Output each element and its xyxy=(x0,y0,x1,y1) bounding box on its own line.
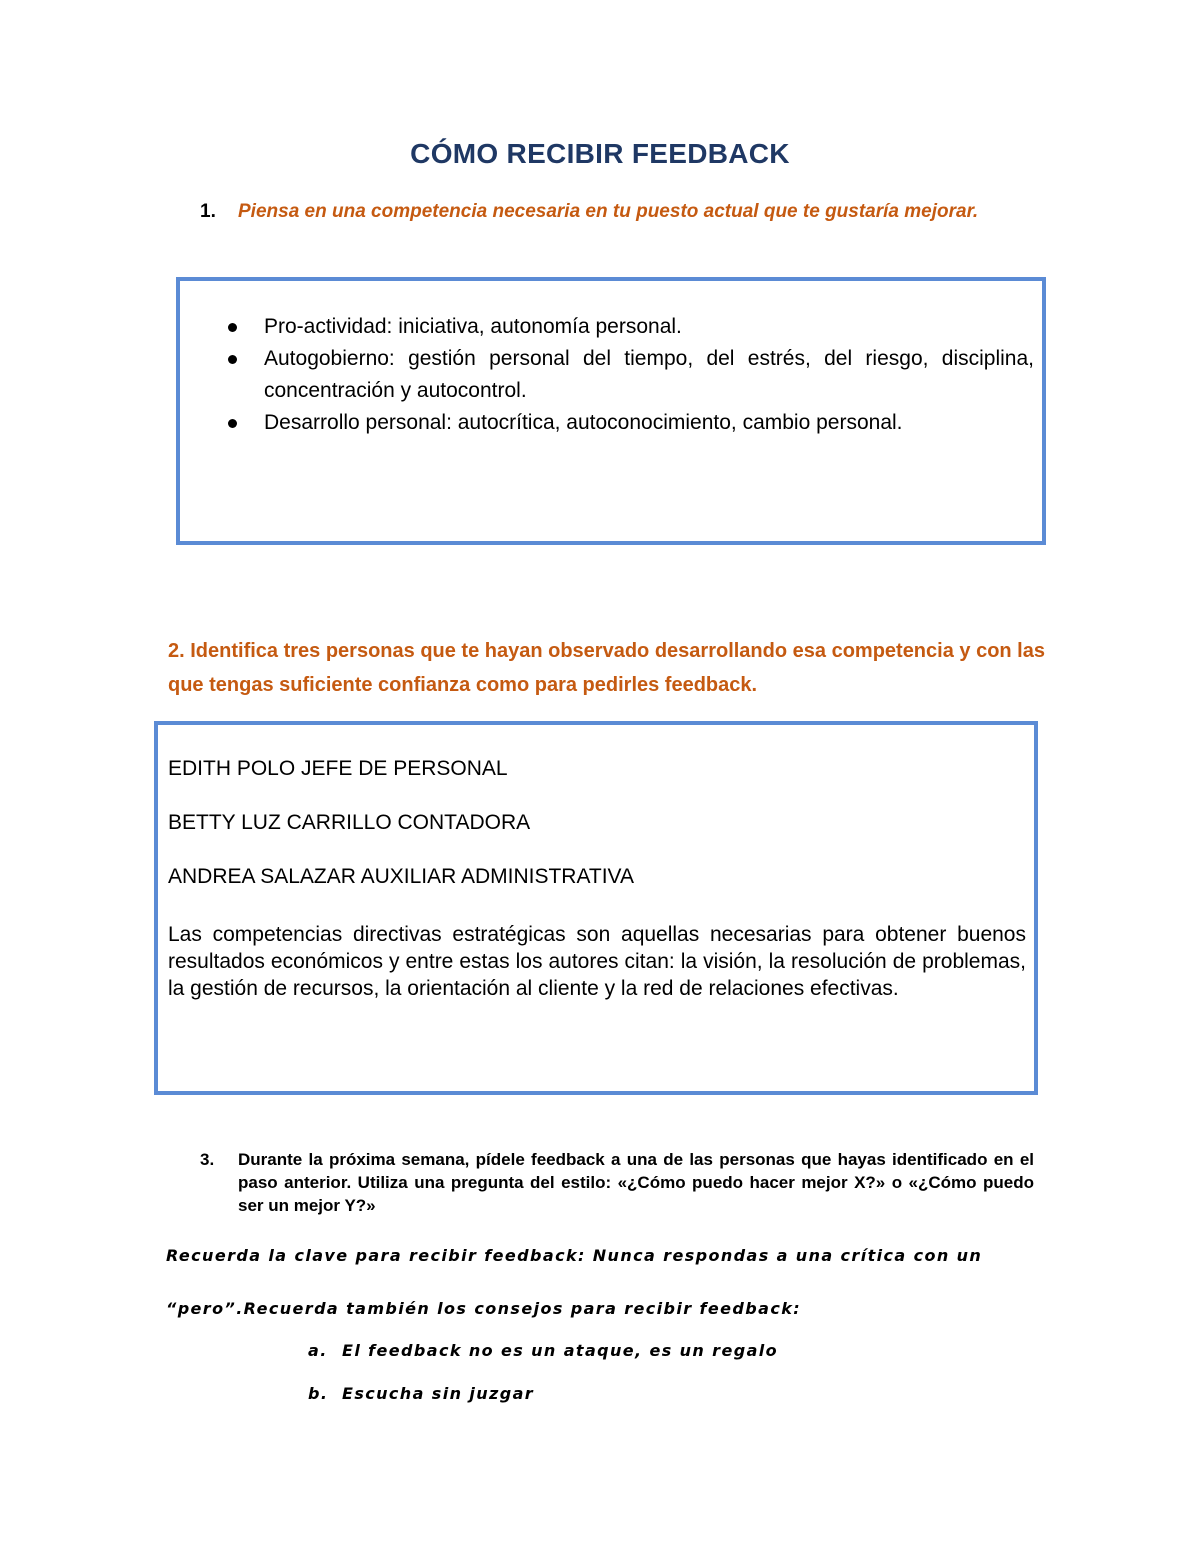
tip-text: Escucha sin juzgar xyxy=(342,1384,535,1403)
question-1-number: 1. xyxy=(200,201,216,222)
list-item xyxy=(224,343,1034,407)
question-2: 2. Identifica tres personas que te hayan observado desarrollando esa competencia y con las que tengas suficiente confianza como para pedirles feedback. xyxy=(168,640,1045,696)
bullet-icon xyxy=(228,323,237,332)
competencies-paragraph: Las competencias directivas estratégicas son aquellas necesarias para obtener buenos resultados económicos y entre estas los autores citan: la visión, la resolución de problemas, la gestión de recursos, la orientación al cliente y la red de relaciones efectivas. xyxy=(168,923,1026,1000)
bullet-icon xyxy=(228,419,237,428)
person-name: BETTY LUZ CARRILLO CONTADORA xyxy=(168,811,531,834)
list-item xyxy=(224,311,1034,343)
list-item xyxy=(224,407,1034,439)
bullet-icon xyxy=(228,355,237,364)
competency-list xyxy=(224,311,1034,439)
tip-marker: a. xyxy=(308,1341,328,1360)
answer-box-1 xyxy=(176,277,1046,545)
tip-text: El feedback no es un ataque, es un regalo xyxy=(342,1341,779,1360)
list-item-text: Pro-actividad: iniciativa, autonomía personal. xyxy=(264,315,682,338)
question-1-text: Piensa en una competencia necesaria en tu puesto actual que te gustaría mejorar. xyxy=(238,201,979,222)
tip-item-b xyxy=(308,1384,534,1403)
person-name: ANDREA SALAZAR AUXILIAR ADMINISTRATIVA xyxy=(168,865,635,888)
people-list xyxy=(168,755,634,917)
reminder-line-2: “pero”.Recuerda también los consejos para recibir feedback: xyxy=(166,1299,802,1318)
tip-item-a xyxy=(308,1341,778,1360)
list-item-text: Desarrollo personal: autocrítica, autoconocimiento, cambio personal. xyxy=(264,411,903,434)
tip-marker: b. xyxy=(308,1384,329,1403)
person-name: EDITH POLO JEFE DE PERSONAL xyxy=(168,757,508,780)
reminder-line-1: Recuerda la clave para recibir feedback: Nunca respondas a una crítica con un xyxy=(166,1246,983,1265)
question-3-number: 3. xyxy=(200,1150,215,1169)
answer-box-2 xyxy=(154,721,1038,1095)
page-title: CÓMO RECIBIR FEEDBACK xyxy=(410,138,790,169)
question-1 xyxy=(200,200,1000,224)
question-3-text: Durante la próxima semana, pídele feedback a una de las personas que hayas identificado en el paso anterior. Utiliza una pregunta del estilo: «¿Cómo puedo hacer mejor X?» o «¿Cómo puedo ser un mejor Y?» xyxy=(238,1150,1034,1215)
list-item-text: Autogobierno: gestión personal del tiempo, del estrés, del riesgo, disciplina, concentración y autocontrol. xyxy=(264,347,1034,402)
question-3 xyxy=(200,1148,1034,1217)
